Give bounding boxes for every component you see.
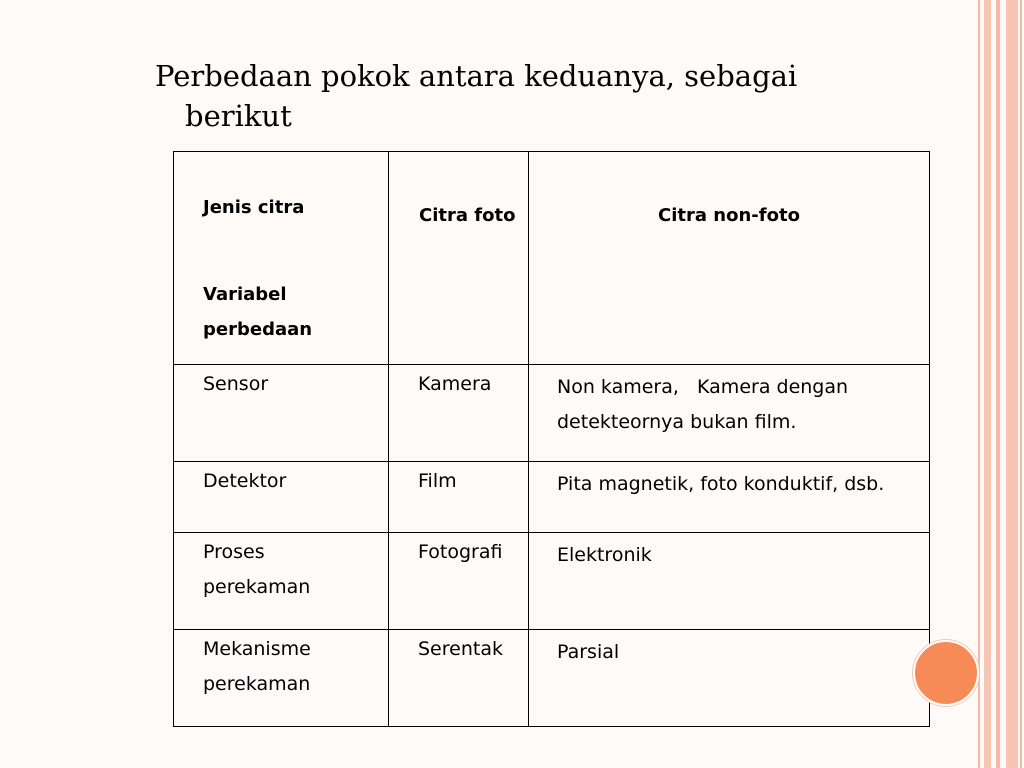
row-variable: Sensor — [203, 373, 269, 395]
slide-title — [155, 56, 935, 136]
header-citra-foto: Citra foto — [419, 205, 516, 226]
header-jenis-citra: Jenis citra — [203, 197, 305, 218]
row-nonfoto: Parsial — [557, 641, 620, 663]
header-cell-nonfoto — [529, 152, 930, 365]
row-variable-line2: perekaman — [203, 673, 311, 695]
table-row — [174, 365, 930, 462]
row-variable-line1: Mekanisme — [203, 638, 311, 660]
table-row — [174, 462, 930, 533]
table-header-row — [174, 152, 930, 365]
row-nonfoto: Elektronik — [557, 544, 652, 566]
header-cell-variable — [174, 152, 389, 365]
row-foto: Fotografi — [418, 541, 503, 563]
row-variable-line1: Proses — [203, 541, 265, 563]
row-foto: Serentak — [418, 638, 503, 660]
header-variabel: Variabel — [203, 284, 287, 305]
row-nonfoto: Non kamera, Kamera dengan detekteornya bukan film. — [557, 376, 849, 433]
row-foto: Film — [418, 470, 457, 492]
decor-stripe — [984, 0, 991, 768]
comparison-table — [173, 151, 930, 727]
decor-stripe — [978, 0, 980, 768]
decor-stripe — [1006, 0, 1018, 768]
slide-title-line2: berikut — [185, 99, 292, 133]
row-variable-line2: perekaman — [203, 576, 311, 598]
header-cell-foto — [389, 152, 529, 365]
row-variable: Detektor — [203, 470, 287, 492]
row-nonfoto: Pita magnetik, foto konduktif, dsb. — [557, 473, 885, 495]
table-row — [174, 630, 930, 727]
decor-stripe — [996, 0, 1000, 768]
header-citra-nonfoto: Citra non-foto — [658, 205, 800, 226]
row-foto: Kamera — [418, 373, 492, 395]
decor-stripe — [1020, 0, 1022, 768]
slide-title-line1: Perbedaan pokok antara keduanya, sebagai — [155, 59, 798, 93]
table-row — [174, 533, 930, 630]
decor-circle — [913, 640, 979, 706]
header-perbedaan: perbedaan — [203, 319, 313, 340]
